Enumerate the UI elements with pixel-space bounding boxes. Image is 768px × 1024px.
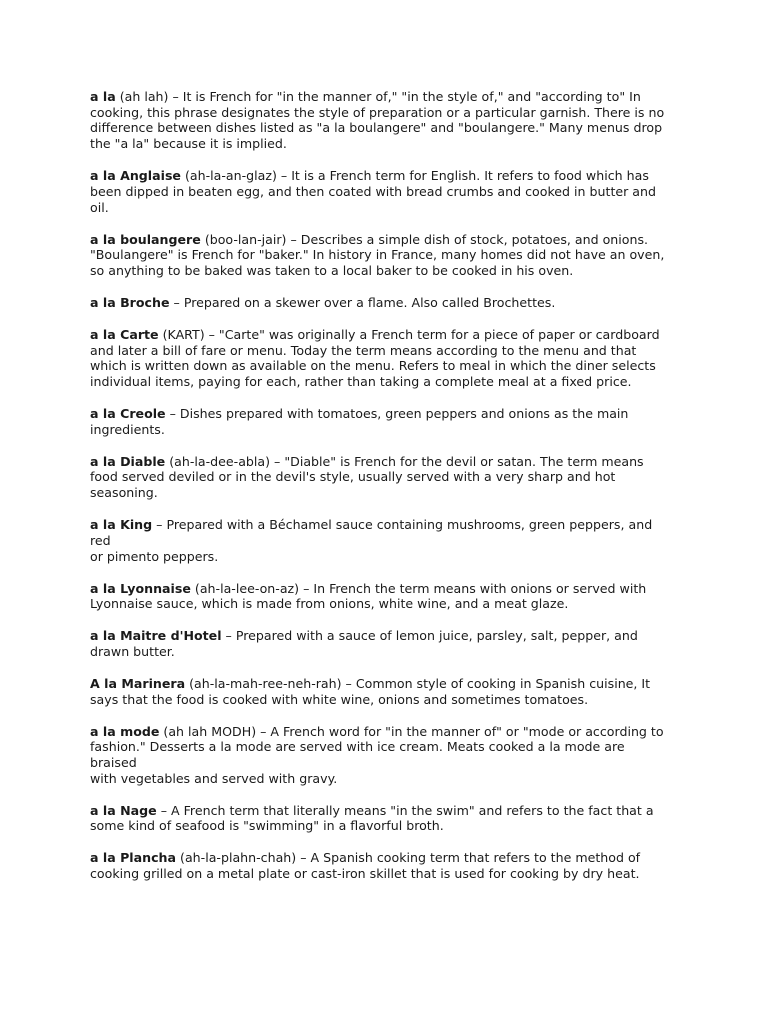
entry-term: a la Plancha [90, 850, 177, 866]
entry-definition: – Prepared with a sauce of lemon juice, parsley, salt, pepper, and drawn butter. [90, 628, 638, 659]
glossary-entry [90, 168, 672, 215]
entry-definition: – Describes a simple dish of stock, potatoes, and onions. "Boulangere" is French for "baker." In history in France, many homes did not have an oven, so anything to be baked was taken to a local baker to be cooked in his oven. [90, 231, 665, 278]
entry-pronunciation: (ah-la-plahn-chah) [176, 850, 297, 866]
entry-term: a la Creole [90, 406, 166, 422]
entry-term: a la mode [90, 723, 160, 739]
entry-definition: – "Diable" is French for the devil or satan. The term means food served deviled or in the devil's style, usually served with a very sharp and hot seasoning. [90, 453, 644, 501]
entry-definition: – Common style of cooking in Spanish cuisine, It says that the food is cooked with white wine, onions and sometimes tomatoes. [90, 675, 651, 707]
glossary-entry [90, 628, 672, 659]
glossary-entry [90, 295, 672, 311]
entry-definition: – It is French for "in the manner of," "in the style of," and "according to" In cooking, this phrase designates the style of preparation or a particular garnish. There is no difference between dishes listed as "a la boulangere" and "boulangere." Many menus drop the "a la" because it is implied. [90, 89, 665, 152]
entry-term: a la Anglaise [90, 168, 181, 184]
entry-definition: – Dishes prepared with tomatoes, green peppers and onions as the main ingredients. [90, 406, 629, 437]
entry-pronunciation: (boo-lan-jair) [200, 231, 287, 247]
entry-term: a la Lyonnaise [90, 580, 191, 596]
entry-definition: – "Carte" was originally a French term for a piece of paper or cardboard and later a bill of fare or menu. Today the term means according to the menu and that which is written down as available on the menu. Refers to meal in which the diner selects individual items, paying for each, rather than taking a complete meal at a fixed price. [90, 326, 660, 390]
glossary-entry [90, 581, 672, 612]
entry-term: a la [90, 89, 116, 104]
glossary-entry [90, 724, 672, 787]
entry-term: a la Maitre d'Hotel [90, 628, 222, 644]
entry-definition: – It is a French term for English. It refers to food which has been dipped in beaten egg, and then coated with bread crumbs and cooked in butter and oil. [90, 168, 657, 215]
entry-pronunciation: (ah-la-dee-abla) [165, 453, 271, 469]
entry-definition: – A French word for "in the manner of" or "mode or according to fashion." Desserts a la mode are served with ice cream. Meats cooked a la mode are braised with vegetables and served with gravy. [90, 723, 664, 786]
entry-term: a la boulangere [90, 231, 201, 247]
entry-definition: – A French term that literally means "in the swim" and refers to the fact that a some kind of seafood is "swimming" in a flavorful broth. [90, 802, 654, 834]
entry-term: a la Diable [90, 453, 166, 469]
entry-term: a la King [90, 517, 153, 533]
glossary-page [90, 89, 672, 898]
entry-pronunciation: (ah-la-an-glaz) [180, 168, 277, 184]
entry-term: A la Marinera [90, 675, 186, 691]
glossary-entry [90, 454, 672, 501]
entry-definition: – Prepared with a Béchamel sauce containing mushrooms, green peppers, and red or pimento peppers. [90, 517, 653, 564]
glossary-entry [90, 406, 672, 437]
entry-pronunciation: (KART) [158, 326, 205, 342]
entry-term: a la Broche [90, 294, 170, 310]
entry-pronunciation: (ah-la-mah-ree-neh-rah) [185, 675, 342, 691]
entry-definition: – A Spanish cooking term that refers to the method of cooking grilled on a metal plate or cast-iron skillet that is used for cooking by dry heat. [90, 850, 641, 882]
glossary-entry [90, 850, 672, 881]
entry-term: a la Nage [90, 802, 157, 818]
glossary-entry [90, 327, 672, 390]
glossary-entry [90, 803, 672, 834]
entry-pronunciation: (ah lah MODH) [159, 723, 257, 739]
glossary-entry [90, 676, 672, 707]
glossary-entry [90, 517, 672, 564]
glossary-entry [90, 232, 672, 279]
entry-definition: – In French the term means with onions or served with Lyonnaise sauce, which is made from onions, white wine, and a meat glaze. [90, 580, 647, 612]
entry-pronunciation: (ah-la-lee-on-az) [190, 580, 300, 596]
entry-definition: – Prepared on a skewer over a flame. Also called Brochettes. [169, 294, 556, 310]
entry-pronunciation: (ah lah) [115, 89, 169, 104]
entry-term: a la Carte [90, 326, 159, 342]
glossary-entry [90, 89, 672, 152]
